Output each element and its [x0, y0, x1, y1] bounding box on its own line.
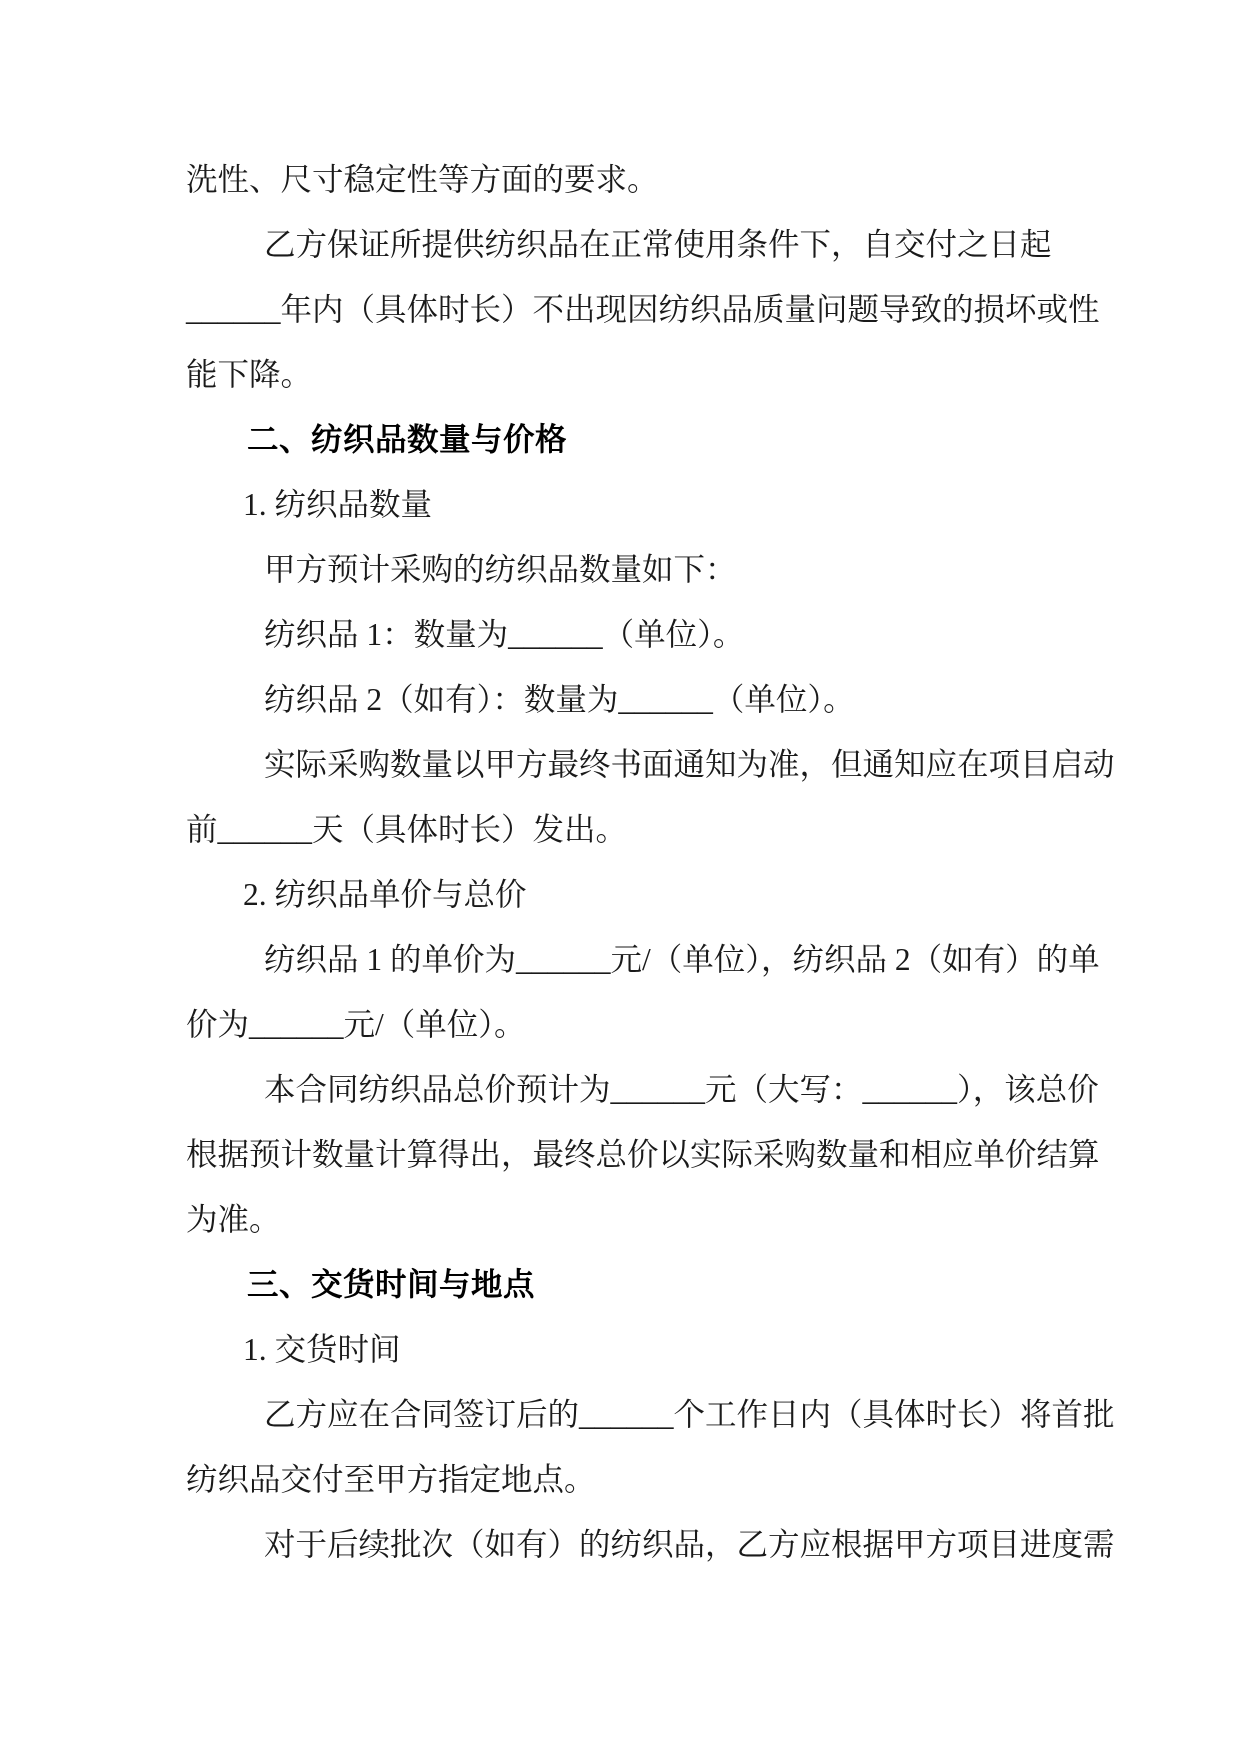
line-total-price-3: 为准。 — [186, 1202, 281, 1237]
line-actual-quantity-notice-2: 前______天（具体时长）发出。 — [186, 812, 628, 847]
heading-section-3-delivery: 三、交货时间与地点 — [247, 1266, 536, 1302]
line-delivery-time-2: 纺织品交付至甲方指定地点。 — [186, 1462, 596, 1497]
line-subsequent-batches: 对于后续批次（如有）的纺织品，乙方应根据甲方项目进度需 — [264, 1527, 1115, 1562]
line-textile-1-quantity: 纺织品 1：数量为______（单位）。 — [264, 617, 745, 652]
line-total-price-2: 根据预计数量计算得出，最终总价以实际采购数量和相应单价结算 — [186, 1137, 1100, 1172]
list-item-delivery-time: 1. 交货时间 — [243, 1332, 401, 1367]
line-warranty-clause-3: 能下降。 — [186, 357, 313, 392]
line-actual-quantity-notice-1: 实际采购数量以甲方最终书面通知为准，但通知应在项目启动 — [264, 747, 1115, 782]
line-washability-requirements: 洗性、尺寸稳定性等方面的要求。 — [186, 162, 659, 197]
line-warranty-clause-1: 乙方保证所提供纺织品在正常使用条件下，自交付之日起 — [264, 227, 1052, 262]
line-unit-price-2: 价为______元/（单位）。 — [186, 1007, 526, 1042]
list-item-unit-total-price: 2. 纺织品单价与总价 — [243, 877, 527, 912]
line-unit-price-1: 纺织品 1 的单价为______元/（单位），纺织品 2（如有）的单 — [264, 942, 1100, 977]
line-textile-2-quantity: 纺织品 2（如有）：数量为______（单位）。 — [264, 682, 855, 717]
line-delivery-time-1: 乙方应在合同签订后的______个工作日内（具体时长）将首批 — [264, 1397, 1115, 1432]
heading-section-2-quantity-price: 二、纺织品数量与价格 — [247, 421, 568, 457]
line-warranty-clause-2: ______年内（具体时长）不出现因纺织品质量问题导致的损坏或性 — [186, 292, 1100, 327]
line-total-price-1: 本合同纺织品总价预计为______元（大写：______），该总价 — [264, 1072, 1099, 1107]
line-expected-quantity-intro: 甲方预计采购的纺织品数量如下： — [264, 552, 737, 587]
list-item-textile-quantity: 1. 纺织品数量 — [243, 487, 433, 522]
